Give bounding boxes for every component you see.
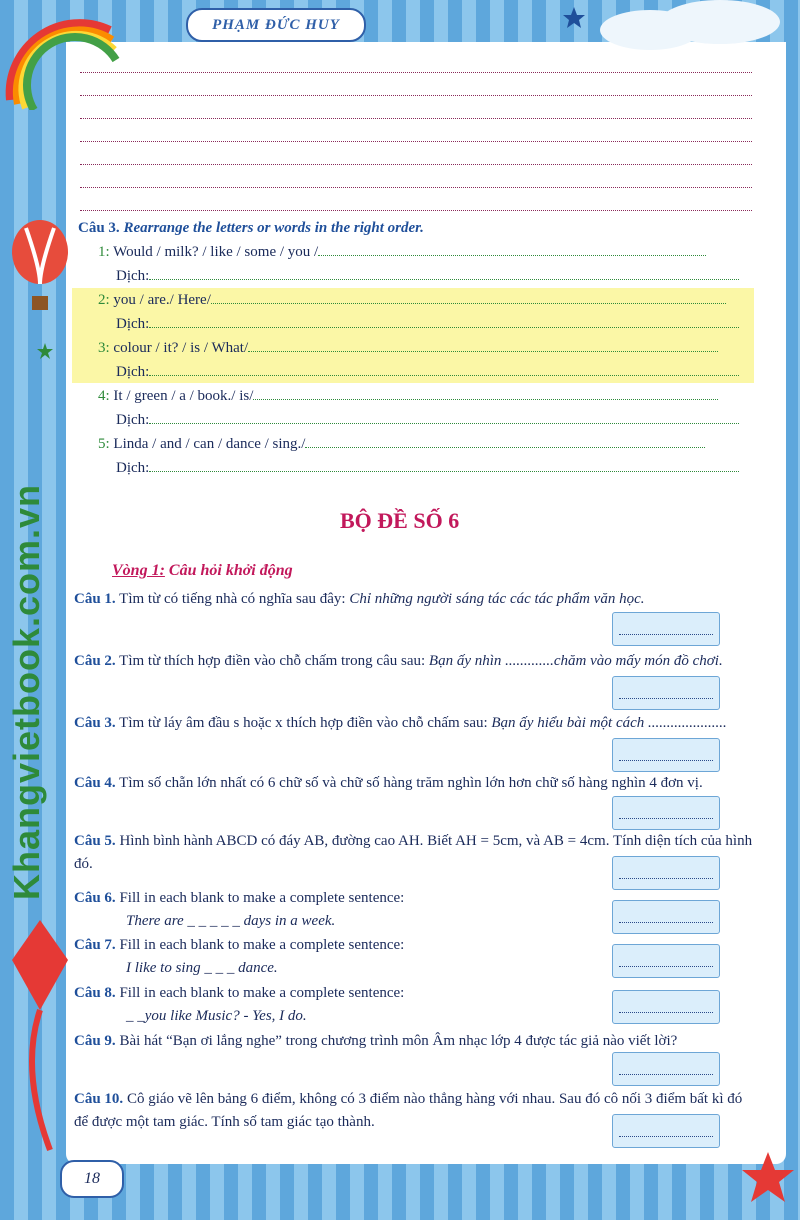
dich-line: Dịch: — [116, 268, 752, 285]
question-9: Câu 9. Bài hát “Bạn ơi lắng nghe” trong chương trình môn Âm nhạc lớp 4 được tác giả nào viết lời? — [74, 1033, 678, 1049]
cau3-heading — [78, 220, 424, 237]
question-2: Câu 2. Tìm từ thích hợp điền vào chỗ chấm trong câu sau: Bạn ấy nhìn .............chăm vào mấy món đồ chơi. — [74, 653, 723, 669]
hot-air-balloon-icon — [8, 218, 72, 318]
page-number: 18 — [60, 1160, 124, 1198]
list-item: 3: colour / it? / is / What/ — [98, 340, 752, 357]
answer-box-5[interactable] — [612, 856, 720, 890]
writing-line — [80, 187, 752, 188]
cau3-label: Câu 3. — [78, 220, 120, 236]
writing-line — [80, 118, 752, 119]
writing-line — [80, 95, 752, 96]
cloud-icon — [590, 0, 800, 50]
rainbow-icon — [0, 0, 120, 110]
question-8: Câu 8. Fill in each blank to make a complete sentence: _ _you like Music? - Yes, I do. — [74, 985, 405, 1024]
answer-box-2[interactable] — [612, 676, 720, 710]
question-5: Câu 5. Hình bình hành ABCD có đáy AB, đường cao AH. Biết AH = 5cm, và AB = 4cm. Tính diện tích của hình đó. — [74, 833, 753, 872]
question-3: Câu 3. Tìm từ láy âm đầu s hoặc x thích hợp điền vào chỗ chấm sau: Bạn ấy hiểu bài một cách ..................... — [74, 715, 727, 731]
question-7: Câu 7. Fill in each blank to make a complete sentence: I like to sing _ _ _ dance. — [74, 937, 405, 976]
cau3-instruction: Rearrange the letters or words in the right order. — [123, 220, 424, 236]
list-item: 1: Would / milk? / like / some / you / — [98, 244, 752, 261]
writing-line — [80, 141, 752, 142]
question-1: Câu 1. Tìm từ có tiếng nhà có nghĩa sau đây: Chỉ những người sáng tác các tác phẩm văn học. — [74, 591, 645, 607]
question-6: Câu 6. Fill in each blank to make a complete sentence: There are _ _ _ _ _ days in a week. — [74, 890, 405, 929]
writing-line — [80, 72, 752, 73]
header-title: PHẠM ĐỨC HUY — [186, 8, 366, 42]
question-4: Câu 4. Tìm số chẵn lớn nhất có 6 chữ số và chữ số hàng trăm nghìn lớn hơn chữ số hàng nghìn 4 đơn vị. — [74, 775, 703, 791]
answer-box-10[interactable] — [612, 1114, 720, 1148]
writing-line — [80, 164, 752, 165]
star-icon — [36, 342, 54, 360]
dich-line: Dịch: — [116, 460, 752, 477]
star-icon — [562, 6, 586, 30]
star-icon — [740, 1150, 796, 1206]
writing-line — [80, 210, 752, 211]
list-item: 2: you / are./ Here/ — [98, 292, 752, 309]
list-item: 5: Linda / and / can / dance / sing./ — [98, 436, 752, 453]
answer-box-8[interactable] — [612, 990, 720, 1024]
section-title: BỘ ĐỀ SỐ 6 — [340, 508, 460, 533]
answer-box-6[interactable] — [612, 900, 720, 934]
answer-box-9[interactable] — [612, 1052, 720, 1086]
list-item: 4: It / green / a / book./ is/ — [98, 388, 752, 405]
answer-box-7[interactable] — [612, 944, 720, 978]
question-10: Câu 10. Cô giáo vẽ lên bảng 6 điểm, không có 3 điểm nào thẳng hàng với nhau. Sau đó cô nối 3 điểm bất kì đó để được một tam giác. Tính số tam giác tạo thành. — [74, 1091, 743, 1130]
answer-box-3[interactable] — [612, 738, 720, 772]
dich-line: Dịch: — [116, 412, 752, 429]
watermark-text: Khangvietbook.com.vn — [6, 483, 47, 900]
answer-box-1[interactable] — [612, 612, 720, 646]
dich-line: Dịch: — [116, 364, 752, 381]
kite-icon — [10, 920, 70, 1160]
round-title: Vòng 1: Câu hỏi khởi động — [112, 562, 293, 579]
dich-line: Dịch: — [116, 316, 752, 333]
answer-box-4[interactable] — [612, 796, 720, 830]
